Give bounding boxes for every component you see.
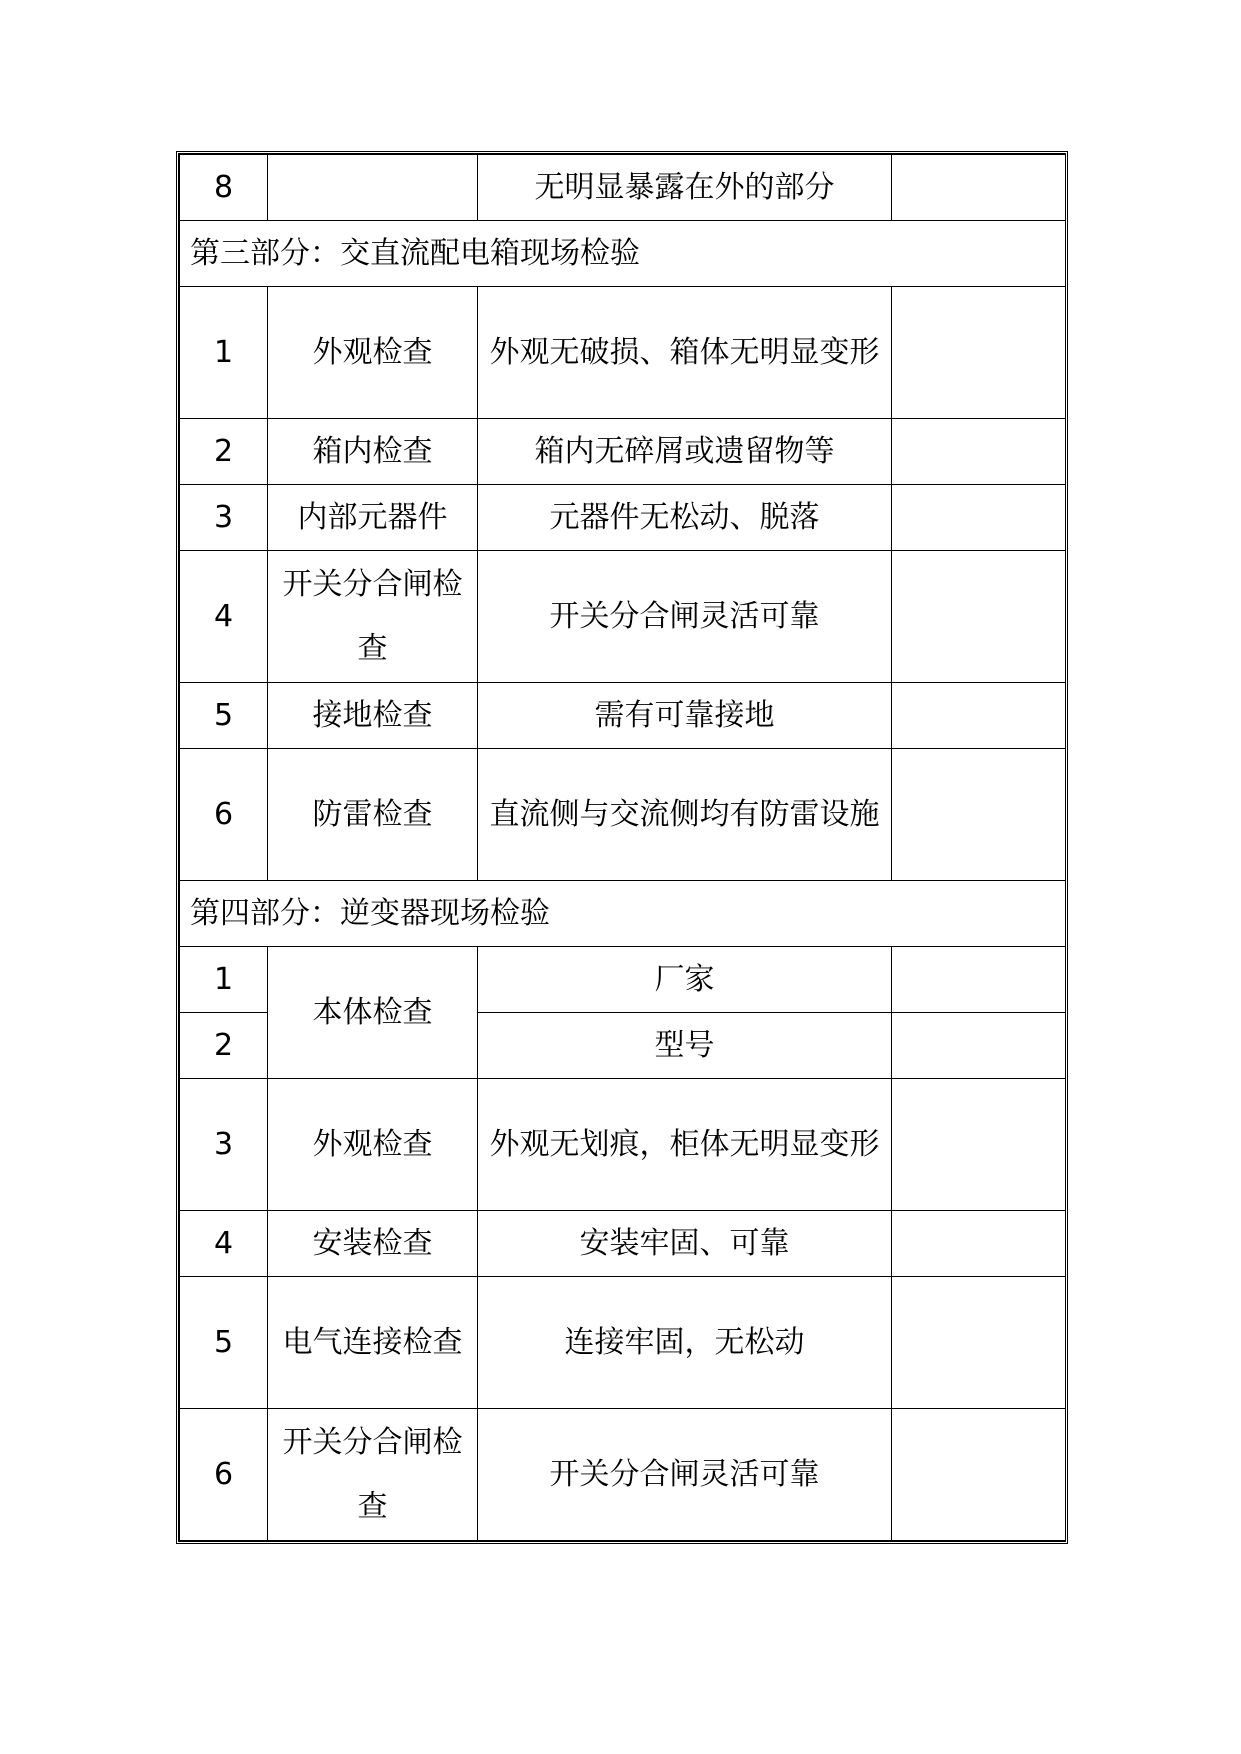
section-title: 第四部分：逆变器现场检验 <box>180 881 1066 947</box>
row-number: 6 <box>180 749 268 881</box>
check-item: 防雷检查 <box>268 749 478 881</box>
check-item: 安装检查 <box>268 1211 478 1277</box>
check-result-cell <box>892 419 1066 485</box>
check-item: 外观检查 <box>268 1079 478 1211</box>
check-result-cell <box>892 749 1066 881</box>
check-requirement: 安装牢固、可靠 <box>478 1211 892 1277</box>
check-item <box>268 155 478 221</box>
check-requirement: 无明显暴露在外的部分 <box>478 155 892 221</box>
check-requirement: 箱内无碎屑或遗留物等 <box>478 419 892 485</box>
check-requirement: 连接牢固，无松动 <box>478 1277 892 1409</box>
section-header-row <box>180 221 1066 287</box>
check-requirement: 外观无破损、箱体无明显变形 <box>478 287 892 419</box>
row-number: 5 <box>180 1277 268 1409</box>
table-row <box>180 1277 1066 1409</box>
check-item: 开关分合闸检查 <box>268 551 478 683</box>
section-header-row <box>180 881 1066 947</box>
row-number: 3 <box>180 485 268 551</box>
check-requirement: 型号 <box>478 1013 892 1079</box>
check-result-cell <box>892 485 1066 551</box>
check-requirement: 外观无划痕，柜体无明显变形 <box>478 1079 892 1211</box>
table-row <box>180 749 1066 881</box>
check-item: 接地检查 <box>268 683 478 749</box>
table-row <box>180 1211 1066 1277</box>
check-item: 内部元器件 <box>268 485 478 551</box>
check-item: 外观检查 <box>268 287 478 419</box>
row-number: 4 <box>180 1211 268 1277</box>
check-requirement: 厂家 <box>478 947 892 1013</box>
table-row <box>180 155 1066 221</box>
check-result-cell <box>892 1409 1066 1541</box>
row-number: 5 <box>180 683 268 749</box>
table-row <box>180 551 1066 683</box>
check-result-cell <box>892 1277 1066 1409</box>
check-item: 开关分合闸检查 <box>268 1409 478 1541</box>
row-number: 1 <box>180 947 268 1013</box>
check-result-cell <box>892 1211 1066 1277</box>
inspection-table <box>179 154 1066 1541</box>
table-row <box>180 947 1066 1013</box>
check-item: 本体检查 <box>268 947 478 1079</box>
inspection-table-frame <box>176 151 1068 1544</box>
check-result-cell <box>892 947 1066 1013</box>
table-row <box>180 1079 1066 1211</box>
row-number: 3 <box>180 1079 268 1211</box>
row-number: 6 <box>180 1409 268 1541</box>
check-result-cell <box>892 287 1066 419</box>
table-row <box>180 683 1066 749</box>
row-number: 2 <box>180 419 268 485</box>
row-number: 2 <box>180 1013 268 1079</box>
check-result-cell <box>892 683 1066 749</box>
check-result-cell <box>892 1079 1066 1211</box>
table-row <box>180 419 1066 485</box>
check-requirement: 需有可靠接地 <box>478 683 892 749</box>
check-item: 电气连接检查 <box>268 1277 478 1409</box>
table-row <box>180 287 1066 419</box>
row-number: 8 <box>180 155 268 221</box>
check-requirement: 开关分合闸灵活可靠 <box>478 551 892 683</box>
check-result-cell <box>892 155 1066 221</box>
check-item: 箱内检查 <box>268 419 478 485</box>
check-requirement: 开关分合闸灵活可靠 <box>478 1409 892 1541</box>
table-row <box>180 1409 1066 1541</box>
row-number: 4 <box>180 551 268 683</box>
table-row <box>180 485 1066 551</box>
section-title: 第三部分：交直流配电箱现场检验 <box>180 221 1066 287</box>
check-result-cell <box>892 551 1066 683</box>
check-result-cell <box>892 1013 1066 1079</box>
check-requirement: 直流侧与交流侧均有防雷设施 <box>478 749 892 881</box>
check-requirement: 元器件无松动、脱落 <box>478 485 892 551</box>
row-number: 1 <box>180 287 268 419</box>
